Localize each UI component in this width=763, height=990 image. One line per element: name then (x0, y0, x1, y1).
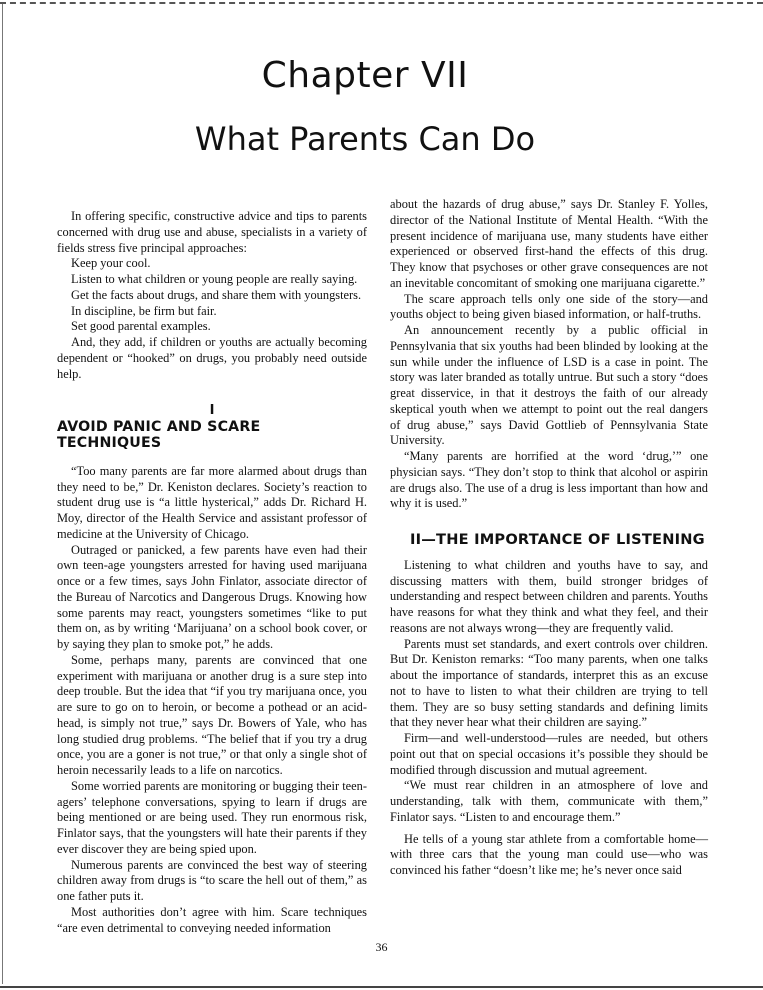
left-column (57, 209, 367, 936)
body-paragraph: Listening to what children and youths have to say, and discussing matters with them, build stronger bridges of understanding and respect between children and parents. Youths have reasons for what they think and what they feel, and their reasons are not always wrong—they are frequently valid. (390, 557, 708, 635)
tip-examples: Set good parental examples. (71, 319, 211, 334)
body-paragraph: The scare approach tells only one side of the story—and youths object to being given biased information, or half-truths. (390, 291, 708, 322)
section-1-heading: AVOID PANIC AND SCARE TECHNIQUES (57, 419, 261, 451)
tip-outside-help: And, they add, if children or youths are actually becoming dependent or “hooked” on drugs, you probably need outside help. (57, 335, 367, 381)
scan-edge-bottom (0, 986, 763, 988)
body-paragraph: Numerous parents are convinced the best way of steering children away from drugs is “to scare the hell out of them,” as one father puts it. (57, 857, 367, 903)
body-paragraph: “We must rear children in an atmosphere of love and understanding, talk with them, communicate with them,” Finlator says. “Listen to and encourage them.” (390, 778, 708, 824)
right-column (390, 197, 708, 879)
chapter-number: Chapter VII (261, 55, 469, 96)
body-paragraph: “Many parents are horrified at the word ‘drug,’” one physician says. “They don’t stop to think that alcohol or aspirin are drugs also. The use of a drug is less important than how and why it is used.” (390, 449, 708, 511)
tip-discipline: In discipline, be firm but fair. (71, 303, 217, 318)
intro-paragraph: In offering specific, constructive advice and tips to parents concerned with drug use and abuse, specialists in a variety of fields stress five principal approaches: (57, 209, 367, 255)
chapter-title: What Parents Can Do (194, 120, 536, 158)
body-paragraph: Some, perhaps many, parents are convinced that one experiment with marijuana or another drug is a sure step into deep trouble. But the idea that “if you try marijuana once, you are sure to go on to heroin, or become a pothead or an acid-head, is simply not true,” says Dr. Bowers of Yale, who has long studied drug problems. “The belief that if you try a drug once, you are a goner is not true,” or that only a single shot of heroin necessarily leads to a life on narcotics. (57, 652, 367, 777)
scan-edge-top (0, 2, 763, 4)
tip-keep-cool: Keep your cool. (71, 256, 151, 271)
body-paragraph: Outraged or panicked, a few parents have even had their own teen-age youngsters arrested for having used marijuana once or a few times, says John Finlator, associate director of the Bureau of Narcotics and Dangerous Drugs. Knowing how some parents may react, youngsters sometimes “like to put them on, as by writing ‘Marijuana’ on a school book cover, or by saying they plan to smoke pot,” he adds. (57, 542, 367, 651)
page-number: 36 (375, 940, 388, 954)
tip-listen: Listen to what children or young people are really saying. (71, 272, 358, 286)
body-paragraph: Some worried parents are monitoring or bugging their teen-agers’ telephone conversations, spying to learn if drugs are being mentioned or are being used. They run enormous risk, Finlator says, that the youngsters will hate their parents if they ever discover they are being spied upon. (57, 778, 367, 856)
section-2-heading: II—THE IMPORTANCE OF LISTENING (410, 531, 705, 548)
continued-paragraph: about the hazards of drug abuse,” says Dr. Stanley F. Yolles, director of the National Institute of Mental Health. “With the present incidence of marijuana use, many students have either experienced or observed first-hand the effects of this drug. They know that psychoses or other grave consequences are not an inevitable concomitant of smoking one marijuana cigarette.” (390, 197, 708, 290)
section-1-number: I (209, 403, 215, 419)
body-paragraph: “Too many parents are far more alarmed about drugs than they need to be,” Dr. Keniston declares. Society’s reaction to student drug use is “a little hysterical,” adds Dr. Richard H. Moy, director of the Health Service and assistant professor of medicine at the University of Chicago. (57, 463, 367, 541)
tip-facts: Get the facts about drugs, and share them with youngsters. (71, 287, 362, 302)
body-paragraph: Most authorities don’t agree with him. Scare techniques “are even detrimental to conveying needed information (57, 904, 367, 935)
body-paragraph: Firm—and well-understood—rules are needed, but others point out that on special occasions it’s possible they should be modified through discussion and mutual agreement. (390, 731, 708, 777)
body-paragraph: Parents must set standards, and exert controls over children. But Dr. Keniston remarks: “Too many parents, when one talks about the importance of standards, interpret this as an excuse not to have to listen to what their children are trying to tell them. They are so busy setting standards and defining limits that they never hear what their children are saying.” (390, 636, 708, 730)
body-paragraph: An announcement recently by a public official in Pennsylvania that six youths had been blinded by looking at the sun while under the influence of LSD is a case in point. The story was later branded as totally untrue. But such a story “does great disservice, in that it destroys the faith of our already skeptical youth when we attempt to point out the real dangers of drug abuse,” says David Gottlieb of Pennsylvania State University. (390, 323, 708, 448)
body-paragraph: He tells of a young star athlete from a comfortable home—with three cars that the young man could use—who was convinced his father “doesn’t like me; he’s never once said (390, 831, 708, 877)
